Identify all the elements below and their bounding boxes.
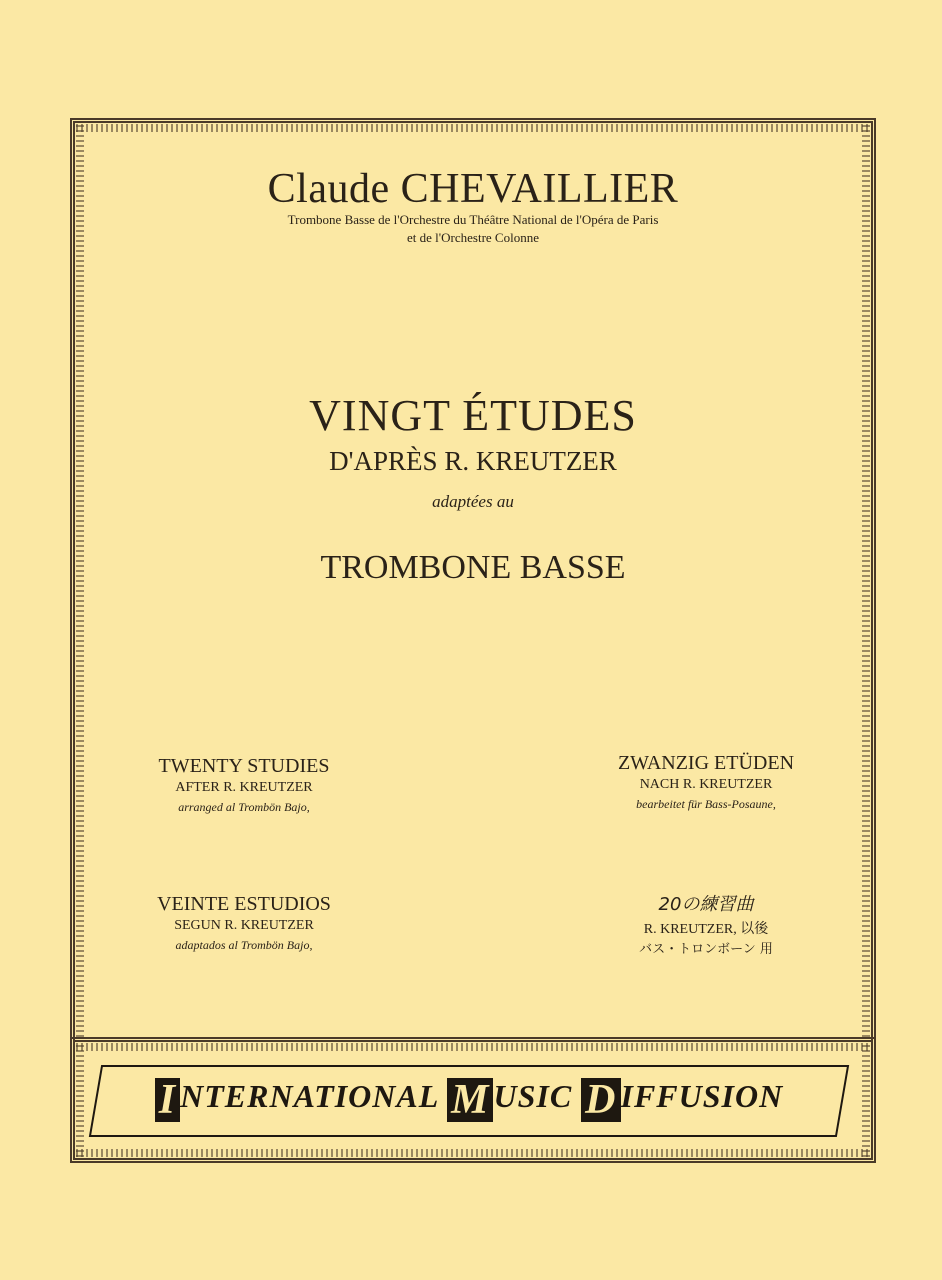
publisher-name [88,1078,850,1122]
instrument: TROMBONE BASSE [320,549,626,586]
publisher-word-3: IFFUSION [620,1078,784,1114]
work-title: VINGT ÉTUDES [309,391,637,440]
japanese-after: R. KREUTZER, 以後 [643,922,769,937]
rope-pattern-right [862,124,870,1157]
publisher-word-2: USIC [493,1078,582,1114]
english-title-block [94,755,394,815]
english-arranged: arranged al Trombön Bajo, [178,800,310,814]
rope-pattern-divider [76,1043,870,1051]
japanese-title: 20の練習曲 [658,894,754,915]
rope-pattern-left [76,124,84,1157]
english-title: TWENTY STUDIES [158,755,330,777]
rope-pattern-top [76,124,870,132]
spanish-after: SEGUN R. KREUTZER [174,918,314,933]
german-title: ZWANZIG ETÜDEN [617,752,795,774]
german-title-block [556,752,856,812]
german-after: NACH R. KREUTZER [639,777,773,792]
spanish-title-block [94,893,394,953]
english-after: AFTER R. KREUTZER [175,780,313,795]
author-name: Claude CHEVAILLIER [267,166,679,212]
work-subtitle: D'APRÈS R. KREUTZER [329,446,617,476]
japanese-arranged: バス・トロンボーン 用 [639,942,773,957]
japanese-title-block [556,890,856,957]
german-arranged: bearbeitet für Bass-Posaune, [636,797,776,811]
author-affiliation-1: Trombone Basse de l'Orchestre du Théâtre National de l'Opéra de Paris [287,212,659,227]
ornamental-border [70,118,876,1163]
publisher-cap-m: M [447,1078,493,1122]
adapted-for: adaptées au [432,492,514,511]
publisher-cap-i: I [155,1078,180,1122]
publisher-word-1: NTERNATIONAL [180,1078,448,1114]
publisher-cap-d: D [581,1078,620,1122]
author-affiliation-2: et de l'Orchestre Colonne [407,230,539,245]
spanish-title: VEINTE ESTUDIOS [157,893,331,915]
publisher-logo [88,1062,850,1140]
spanish-arranged: adaptados al Trombön Bajo, [175,938,313,952]
rope-pattern-bottom [76,1149,870,1157]
